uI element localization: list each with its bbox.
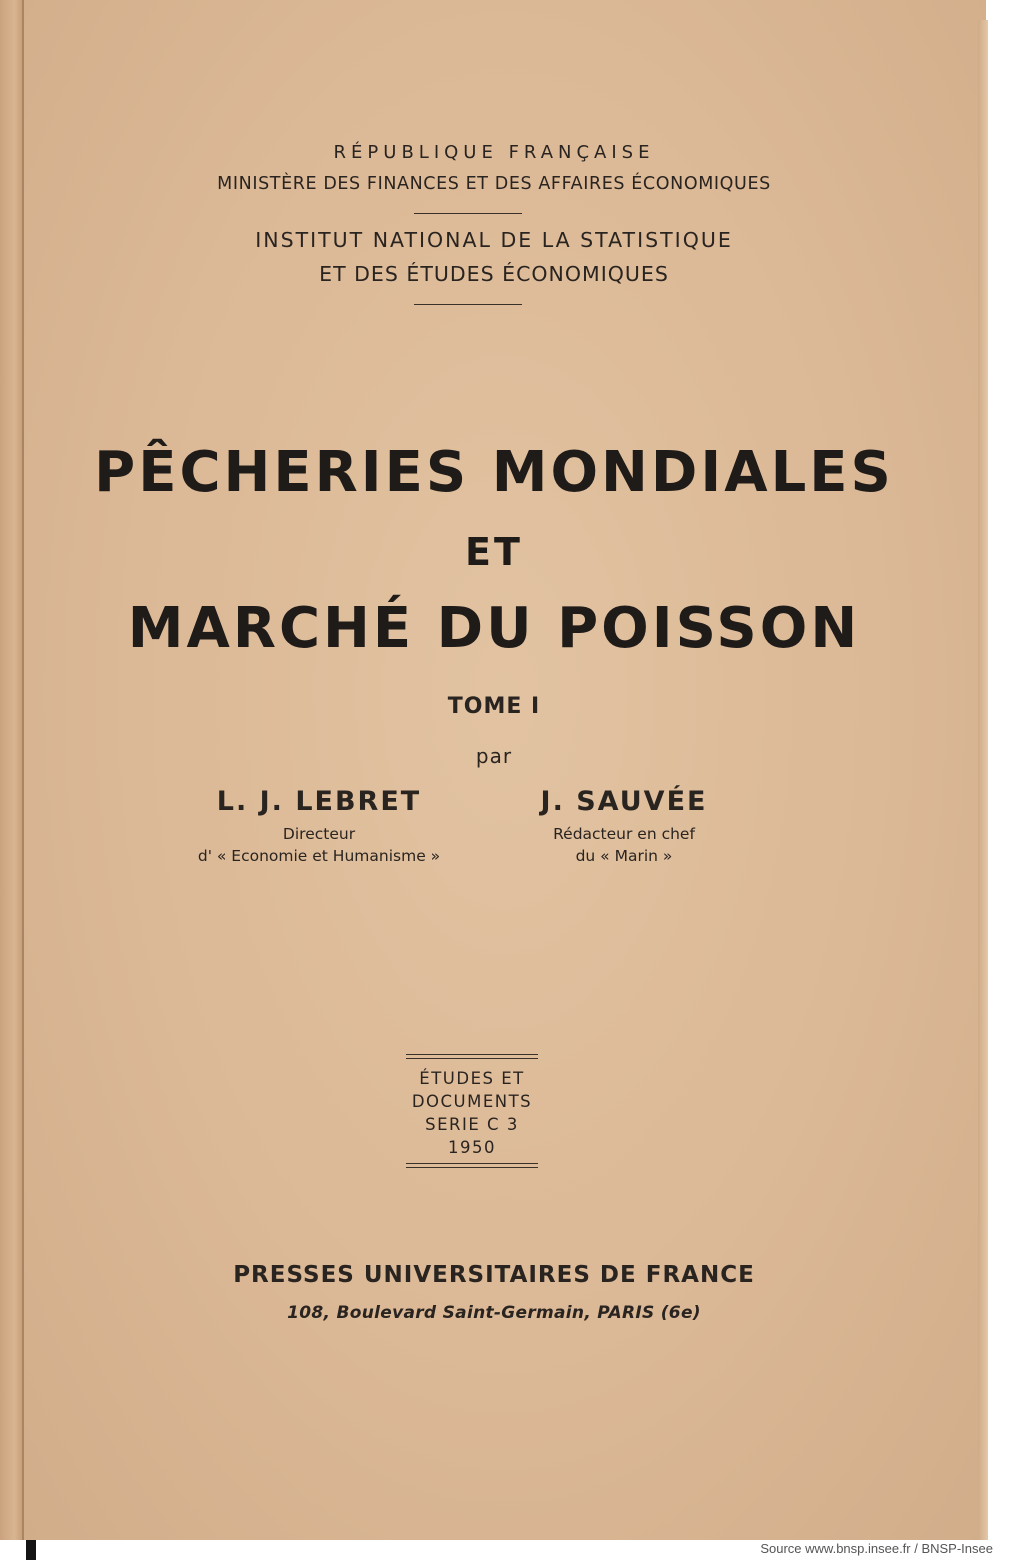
tome-label: TOME I — [447, 694, 541, 719]
header-rule-bottom — [414, 304, 522, 305]
author-role-line2: du « Marin » — [575, 847, 673, 865]
author-role-line2: d' « Economie et Humanisme » — [197, 847, 441, 865]
publisher-address: 108, Boulevard Saint-Germain, PARIS (6e) — [287, 1303, 701, 1323]
title-page — [24, 0, 986, 1540]
series-rule-bottom — [406, 1163, 538, 1168]
institut-heading-line2: ET DES ÉTUDES ÉCONOMIQUES — [319, 262, 669, 286]
series-line-3: SERIE C 3 — [425, 1115, 519, 1134]
title-line-3: MARCHÉ DU POISSON — [127, 596, 861, 661]
book-spine — [0, 0, 24, 1540]
series-block — [406, 1054, 538, 1168]
author-role-line1: Directeur — [282, 825, 356, 843]
title-line-2: ET — [465, 530, 523, 574]
title-line-1: PÊCHERIES MONDIALES — [94, 440, 894, 505]
author-lebret — [174, 786, 464, 867]
par-label: par — [475, 744, 513, 768]
series-rule-top — [406, 1054, 538, 1059]
series-line-4: 1950 — [448, 1138, 496, 1157]
author-role-line1: Rédacteur en chef — [553, 825, 695, 843]
series-line-1: ÉTUDES ET — [419, 1069, 525, 1088]
author-name: L. J. LEBRET — [216, 786, 422, 817]
republique-heading: RÉPUBLIQUE FRANÇAISE — [333, 142, 655, 163]
institut-heading-line1: INSTITUT NATIONAL DE LA STATISTIQUE — [255, 228, 733, 252]
page-edge — [978, 20, 988, 1540]
header-rule-top — [414, 213, 522, 214]
author-name: J. SAUVÉE — [540, 786, 708, 817]
source-credit: Source www.bnsp.insee.fr / BNSP-Insee — [760, 1541, 993, 1556]
series-line-2: DOCUMENTS — [411, 1092, 533, 1111]
author-sauvee — [504, 786, 744, 867]
ministere-heading: MINISTÈRE DES FINANCES ET DES AFFAIRES ÉCONOMIQUES — [217, 174, 771, 194]
publisher-name: PRESSES UNIVERSITAIRES DE FRANCE — [233, 1262, 755, 1288]
